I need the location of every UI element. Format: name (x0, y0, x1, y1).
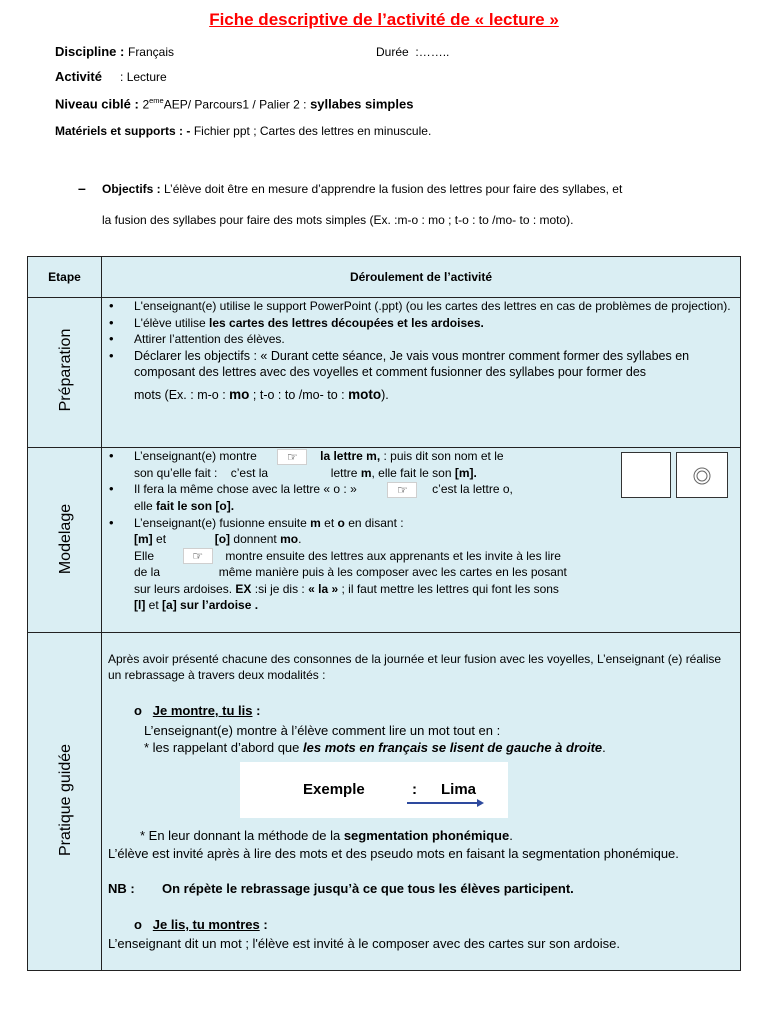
discipline-value: Français (127, 45, 174, 59)
modelage-label: Modelage (57, 503, 74, 575)
exemple-colon: : (412, 781, 417, 798)
item-text: même manière puis à les composer avec les cartes en les posant (218, 565, 567, 580)
item-text: , elle fait le son (371, 465, 452, 480)
o1-line2-bold: les mots en français se lisent de gauche à droite (303, 740, 603, 755)
seg-end: . (509, 828, 513, 843)
item-text: et (324, 515, 335, 530)
exemple-box (240, 762, 508, 818)
list-item: • Déclarer les objectifs : « Durant cette séance, Je vais vous montrer comment former des syllabes en composant des lettres avec des voyelles et comment fusionner des syllabes pour former des (134, 348, 732, 381)
item-bold: fait le son [o]. (156, 499, 235, 514)
activite-value: : Lecture (120, 70, 167, 84)
bullet-o: o (134, 917, 142, 932)
reading-direction-arrow-icon (405, 798, 485, 808)
pratique-intro: Après avoir présenté chacune des consonnes de la journée et leur fusion avec les voyelles, L’enseignant (e) réalise un rebrassage à travers deux modalités : (108, 652, 722, 682)
list-item: • L'enseignant(e) utilise le support PowerPoint (.ppt) (ou les cartes des lettres en cas de problèmes de projection). (134, 298, 732, 315)
activite-line (55, 69, 167, 84)
header-deroulement-cell (101, 256, 741, 298)
o1-title: Je montre, tu lis (152, 703, 253, 718)
item-text: et (148, 598, 159, 613)
item-text: de la (134, 565, 161, 580)
item-text: lettre (330, 465, 358, 480)
pratique-o1-line2 (144, 740, 606, 755)
seg-text: * En leur donnant la méthode de la (140, 828, 341, 843)
nb-label: NB : (108, 881, 135, 896)
item-bold: [l] (134, 598, 146, 613)
discipline-line (55, 44, 174, 59)
item-text: son qu’elle fait : (134, 465, 218, 480)
item-text: c’est la lettre o, (432, 482, 513, 497)
item-text: sur leurs ardoises. (134, 581, 233, 596)
target-circle-icon (677, 453, 727, 497)
activite-label: Activité (55, 69, 102, 84)
materiels-line (55, 124, 431, 138)
objectifs-text1: L’élève doit être en mesure d’apprendre la fusion des lettres pour faire des syllabes, et (164, 182, 623, 196)
letter-image-box (676, 452, 728, 498)
item-text: Il fera la même chose avec la lettre « o : » (134, 482, 357, 497)
item-bold: [m]. (454, 465, 477, 480)
modelage-content (102, 448, 622, 614)
bullet-o: o (134, 703, 142, 718)
list-item (134, 481, 622, 514)
item-text: :si je dis : (254, 581, 305, 596)
modelage-label-cell (27, 447, 102, 633)
item-bold: o (337, 515, 345, 530)
item-text: et (156, 532, 167, 547)
preparation-content-cell (101, 297, 741, 448)
item-bold: m (360, 465, 372, 480)
seg-bold: segmentation phonémique (343, 828, 510, 843)
preparation-label-cell (27, 297, 102, 448)
o1-line2-end: . (602, 740, 606, 755)
exemple-word: Lima (441, 781, 477, 798)
item-bold: « la » (308, 581, 339, 596)
page-title: Fiche descriptive de l’activité de « lecture » (209, 10, 559, 29)
item-text: L'élève utilise (134, 315, 206, 330)
discipline-label: Discipline : (55, 44, 125, 59)
example-moto: moto (348, 386, 382, 402)
example-text: ; t-o : to /mo- to : (252, 387, 345, 402)
pratique-o2-line: L’enseignant dit un mot ; l'élève est invité à le composer avec des cartes sur son ardoise. (108, 936, 620, 951)
pointing-hand-icon: ☞ (277, 449, 307, 465)
header-etape: Etape (48, 270, 81, 284)
list-item (134, 515, 622, 614)
item-bold: [a] sur l’ardoise . (162, 598, 259, 613)
nb-text: On répète le rebrassage jusqu’à ce que tous les élèves participent. (161, 881, 574, 896)
example-text: ). (381, 387, 389, 402)
pratique-eleve-line: L’élève est invité après à lire des mots et des pseudo mots en faisant la segmentation phonémique. (108, 846, 679, 861)
item-text: Elle (134, 548, 155, 563)
materiels-label: Matériels et supports : - (55, 124, 191, 138)
item-bold: [o] (214, 532, 231, 547)
objectifs-line1 (102, 182, 742, 196)
item-text: L’enseignant(e) fusionne ensuite (134, 515, 307, 530)
letter-image-box (621, 452, 671, 498)
pratique-label-cell (27, 632, 102, 971)
preparation-example-line (102, 385, 732, 405)
pratique-o2 (134, 917, 268, 932)
example-mo: mo (229, 386, 250, 402)
item-text: : puis dit son nom et le (383, 449, 504, 463)
item-text: donnent (233, 532, 277, 547)
item-bold: [m] (134, 532, 153, 547)
duree-line (376, 45, 449, 59)
item-text: . (298, 532, 302, 547)
pratique-seg-line (140, 828, 513, 843)
list-item: • Attirer l’attention des élèves. (134, 331, 732, 348)
pratique-label: Pratique guidée (57, 743, 74, 857)
item-bold: m (310, 515, 321, 530)
pointing-hand-icon: ☞ (183, 548, 213, 564)
preparation-label: Préparation (57, 328, 74, 412)
list-item (134, 448, 622, 481)
objectifs-line2: la fusion des syllabes pour faire des mots simples (Ex. :m-o : mo ; t-o : to /mo- to : moto). (102, 213, 574, 227)
example-text: mots (Ex. : m-o : (134, 387, 226, 402)
item-bold: la lettre m, (320, 449, 381, 463)
pratique-nb-line (108, 881, 574, 896)
o1-colon: : (252, 703, 261, 718)
header-etape-cell (27, 256, 102, 298)
niveau-line (55, 96, 413, 111)
o2-colon: : (259, 917, 268, 932)
list-item (134, 315, 732, 332)
o2-title: Je lis, tu montres (152, 917, 260, 932)
niveau-num: 2 (142, 97, 150, 112)
niveau-sup: eme (149, 96, 164, 105)
item-text: ; il faut mettre les lettres qui font les sons (341, 581, 559, 596)
item-bold: les cartes des lettres découpées et les ardoises. (209, 315, 484, 330)
objectifs-dash: – (78, 180, 86, 196)
item-text: L’enseignant(e) montre (134, 449, 257, 463)
pointing-hand-icon: ☞ (387, 482, 417, 498)
item-text: elle (134, 499, 153, 514)
objectifs-label: Objectifs : (102, 182, 161, 196)
materiels-value: Fichier ppt ; Cartes des lettres en minuscule. (193, 124, 432, 138)
niveau-text: AEP/ Parcours1 / Palier 2 : (163, 97, 307, 112)
header-deroulement: Déroulement de l’activité (349, 270, 493, 284)
item-bold: EX (235, 581, 252, 596)
pratique-o1 (134, 703, 260, 718)
item-bold: mo (280, 532, 299, 547)
preparation-content (102, 298, 732, 405)
duree-value: :…….. (415, 45, 450, 59)
niveau-label: Niveau ciblé : (55, 96, 139, 112)
item-text: montre ensuite des lettres aux apprenants et les invite à les lire (225, 548, 561, 563)
item-text: en disant : (348, 515, 404, 530)
modelage-content-cell (101, 447, 741, 633)
o1-line2-text: * les rappelant d’abord que (144, 740, 300, 755)
item-text: c’est la (230, 465, 269, 480)
duree-label: Durée (376, 45, 409, 59)
niveau-bold: syllabes simples (310, 96, 414, 112)
pratique-o1-line1: L’enseignant(e) montre à l’élève comment lire un mot tout en : (144, 723, 501, 738)
exemple-label: Exemple (303, 781, 365, 798)
